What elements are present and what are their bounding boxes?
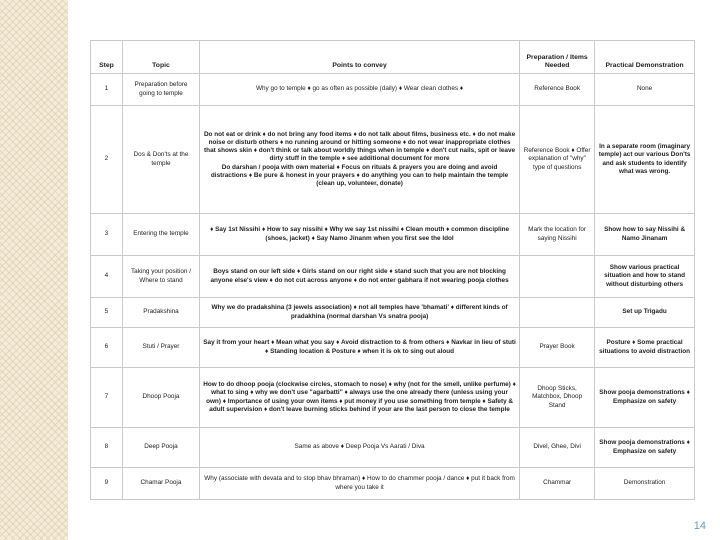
- row-6-points: Say it from your heart ♦ Mean what you say ♦ Avoid distraction to & from others ♦ Navkar in lieu of stuti ♦ Standing location & Posture ♦ when it is ok to sing out aloud: [200, 328, 520, 368]
- table-row: [91, 468, 695, 500]
- row-5-demo: Set up Trigadu: [595, 298, 695, 328]
- table-header-row: [91, 41, 695, 74]
- row-1-topic: Preparation before going to temple: [122, 74, 199, 106]
- row-9-demo: Demonstration: [595, 468, 695, 500]
- header-prep: Preparation / Items Needed: [520, 41, 595, 74]
- row-8-prep: Divel, Ghee, Divi: [520, 428, 595, 468]
- row-5-points: Why we do pradakshina (3 jewels association) ♦ not all temples have 'bhamati' ♦ different kinds of pradakhina (normal darshan Vs snatra pooja): [200, 298, 520, 328]
- table-row: [91, 214, 695, 256]
- header-step: Step: [91, 41, 123, 74]
- row-9-topic: Chamar Pooja: [122, 468, 199, 500]
- row-2-topic: Dos & Don'ts at the temple: [122, 106, 199, 214]
- row-7-topic: Dhoop Pooja: [122, 368, 199, 428]
- header-demo: Practical Demonstration: [595, 41, 695, 74]
- row-1-prep: Reference Book: [520, 74, 595, 106]
- row-4-step: 4: [91, 256, 123, 298]
- table-row: [91, 256, 695, 298]
- row-4-demo: Show various practical situation and how to stand without disturbing others: [595, 256, 695, 298]
- decorative-side-stripe: [0, 0, 68, 540]
- row-1-points: Why go to temple ♦ go as often as possible (daily) ♦ Wear clean clothes ♦: [200, 74, 520, 106]
- row-3-step: 3: [91, 214, 123, 256]
- row-5-step: 5: [91, 298, 123, 328]
- row-6-demo: Posture ♦ Some practical situations to avoid distraction: [595, 328, 695, 368]
- table-row: [91, 298, 695, 328]
- row-6-topic: Stuti / Prayer: [122, 328, 199, 368]
- row-3-topic: Entering the temple: [122, 214, 199, 256]
- row-9-step: 9: [91, 468, 123, 500]
- table-row: [91, 428, 695, 468]
- row-4-topic: Taking your position / Where to stand: [122, 256, 199, 298]
- row-9-points: Why (associate with devata and to stop bhav bhraman) ♦ How to do chammer pooja / dance ♦ put it back from where you take it: [200, 468, 520, 500]
- row-8-points: Same as above ♦ Deep Pooja Vs Aarati / Diva: [200, 428, 520, 468]
- row-6-prep: Prayer Book: [520, 328, 595, 368]
- table-row: [91, 328, 695, 368]
- row-3-prep: Mark the location for saying Nissihi: [520, 214, 595, 256]
- row-5-prep: [520, 298, 595, 328]
- row-9-prep: Chammar: [520, 468, 595, 500]
- lesson-plan-table: [90, 40, 695, 500]
- row-1-step: 1: [91, 74, 123, 106]
- table-row: [91, 368, 695, 428]
- row-2-prep: Reference Book ♦ Offer explanation of "why" type of questions: [520, 106, 595, 214]
- row-4-points: Boys stand on our left side ♦ Girls stand on our right side ♦ stand such that you are not blocking anyone else's view ♦ do not cut across anyone ♦ do not enter gabhara if not wearing pooja clothes: [200, 256, 520, 298]
- row-8-step: 8: [91, 428, 123, 468]
- table-row: [91, 74, 695, 106]
- row-2-demo: In a separate room (imaginary temple) act our various Don'ts and ask students to identify what was wrong.: [595, 106, 695, 214]
- slide-number: 14: [693, 520, 706, 532]
- row-2-points: Do not eat or drink ♦ do not bring any food items ♦ do not talk about films, business etc. ♦ do not make noise or disturb others ♦ no running around or hitting someone ♦ do not wear inappropriate clothes that shows skin ♦ don't think or talk about worldly things when in temple ♦ don't cut nails, spit or leave dirty stuff in the temple ♦ see additional document for more Do darshan / pooja with own material ♦ Focus on rituals & prayers you are doing and avoid distractions ♦ Be pure & honest in your prayers ♦ do anything you can to help maintain the temple (clean up, volunteer, donate): [200, 106, 520, 214]
- row-2-step: 2: [91, 106, 123, 214]
- header-points: Points to convey: [200, 41, 520, 74]
- row-7-prep: Dhoop Sticks, Matchbox, Dhoop Stand: [520, 368, 595, 428]
- row-8-topic: Deep Pooja: [122, 428, 199, 468]
- row-7-points: How to do dhoop pooja (clockwise circles, stomach to nose) ♦ why (not for the smell, unlike perfume) ♦ what to sing ♦ why we don't use "agarbatti" ♦ always use the one already there (unless using your own) ♦ Importance of using your own items ♦ put money if you use something from temple ♦ Safety & adult supervision ♦ don't leave burning sticks behind if your are the last person to close the temple: [200, 368, 520, 428]
- row-7-demo: Show pooja demonstrations ♦ Emphasize on safety: [595, 368, 695, 428]
- row-3-demo: Show how to say Nissihi & Namo Jinanam: [595, 214, 695, 256]
- row-3-points: ♦ Say 1st Nissihi ♦ How to say nissihi ♦ Why we say 1st nissihi ♦ Clean mouth ♦ common discipline (shoes, jacket) ♦ Say Namo Jinanm when you first see the Idol: [200, 214, 520, 256]
- row-1-demo: None: [595, 74, 695, 106]
- table-row: [91, 106, 695, 214]
- row-4-prep: [520, 256, 595, 298]
- row-8-demo: Show pooja demonstrations ♦ Emphasize on safety: [595, 428, 695, 468]
- header-topic: Topic: [122, 41, 199, 74]
- row-6-step: 6: [91, 328, 123, 368]
- row-5-topic: Pradakshina: [122, 298, 199, 328]
- row-7-step: 7: [91, 368, 123, 428]
